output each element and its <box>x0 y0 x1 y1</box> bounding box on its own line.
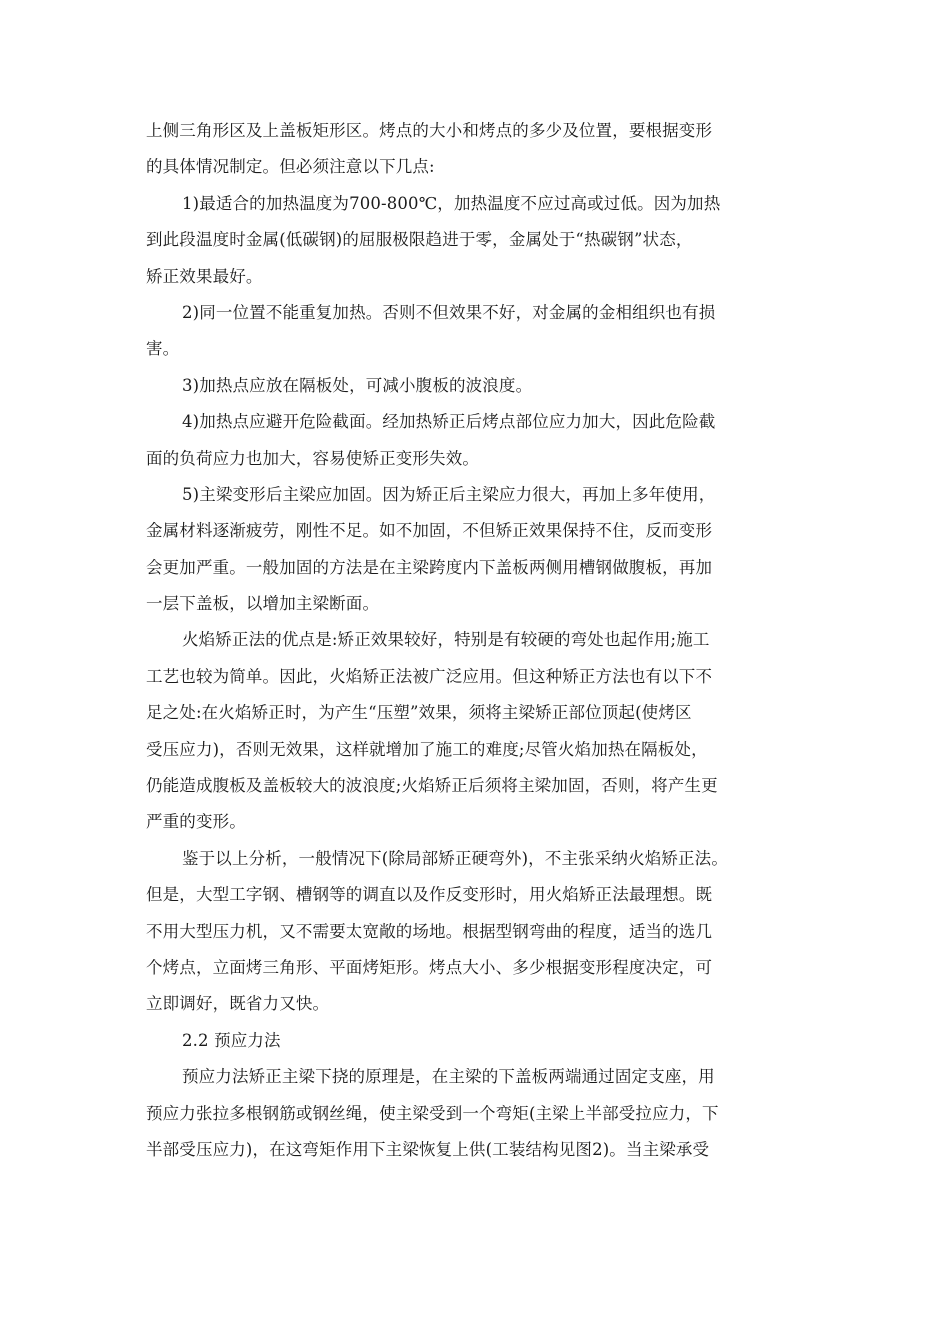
text-line: 鉴于以上分析，一般情况下(除局部矫正硬弯外)，不主张采纳火焰矫正法。 <box>182 848 728 868</box>
text-line: 矫正效果最好。 <box>146 266 263 286</box>
text-line: 1)最适合的加热温度为700-800℃，加热温度不应过高或过低。因为加热 <box>182 193 721 213</box>
text-line: 个烤点，立面烤三角形、平面烤矩形。烤点大小、多少根据变形程度决定，可 <box>146 957 713 977</box>
text-line: 不用大型压力机，又不需要太宽敞的场地。根据型钢弯曲的程度，适当的选几 <box>146 921 713 941</box>
text-line: 严重的变形。 <box>146 812 246 832</box>
text-line: 立即调好，既省力又快。 <box>146 994 330 1014</box>
text-line: 仍能造成腹板及盖板较大的波浪度;火焰矫正后须将主梁加固，否则，将产生更 <box>146 776 718 796</box>
paragraph <box>146 1059 806 1168</box>
paragraph <box>146 1023 806 1059</box>
paragraph <box>146 404 806 477</box>
paragraph <box>146 295 806 368</box>
text-line: 预应力法矫正主梁下挠的原理是，在主梁的下盖板两端通过固定支座，用 <box>182 1067 715 1087</box>
text-line: 一层下盖板，以增加主梁断面。 <box>146 594 380 614</box>
paragraph <box>146 841 806 1023</box>
text-line: 害。 <box>146 339 180 359</box>
text-line: 3)加热点应放在隔板处，可减小腹板的波浪度。 <box>182 375 533 395</box>
paragraph <box>146 368 806 404</box>
paragraph <box>146 477 806 623</box>
text-line: 预应力张拉多根钢筋或钢丝绳，使主梁受到一个弯矩(主梁上半部受拉应力，下 <box>146 1103 719 1123</box>
text-line: 到此段温度时金属(低碳钢)的屈服极限趋进于零，金属处于“热碳钢”状态， <box>146 230 693 250</box>
text-line: 上侧三角形区及上盖板矩形区。烤点的大小和烤点的多少及位置，要根据变形 <box>146 121 713 140</box>
text-line: 4)加热点应避开危险截面。经加热矫正后烤点部位应力加大，因此危险截 <box>182 412 716 432</box>
text-line: 面的负荷应力也加大，容易使矫正变形失效。 <box>146 448 479 468</box>
text-line: 但是，大型工字钢、槽钢等的调直以及作反变形时，用火焰矫正法最理想。既 <box>146 885 713 905</box>
text-line: 半部受压应力)，在这弯矩作用下主梁恢复上供(工装结构见图2)。当主梁承受 <box>146 1139 710 1159</box>
text-line: 火焰矫正法的优点是:矫正效果较好，特别是有较硬的弯处也起作用;施工 <box>182 630 710 650</box>
text-line: 工艺也较为简单。因此，火焰矫正法被广泛应用。但这种矫正方法也有以下不 <box>146 666 713 686</box>
text-line: 足之处:在火焰矫正时，为产生“压塑”效果，须将主梁矫正部位顶起(使烤区 <box>146 703 692 723</box>
text-line: 金属材料逐渐疲劳，刚性不足。如不加固，不但矫正效果保持不住，反而变形 <box>146 521 713 541</box>
text-line: 2)同一位置不能重复加热。否则不但效果不好，对金属的金相组织也有损 <box>182 302 716 322</box>
text-line: 2.2 预应力法 <box>182 1030 281 1050</box>
text-line: 会更加严重。一般加固的方法是在主梁跨度内下盖板两侧用槽钢做腹板，再加 <box>146 557 713 577</box>
text-line: 5)主梁变形后主梁应加固。因为矫正后主梁应力很大，再加上多年使用， <box>182 484 716 504</box>
paragraph <box>146 622 806 840</box>
document-page <box>146 113 806 1168</box>
text-line: 受压应力)，否则无效果，这样就增加了施工的难度;尽管火焰加热在隔板处， <box>146 739 708 759</box>
text-line: 的具体情况制定。但必须注意以下几点: <box>146 157 435 177</box>
paragraph <box>146 186 806 295</box>
paragraph <box>146 113 806 186</box>
